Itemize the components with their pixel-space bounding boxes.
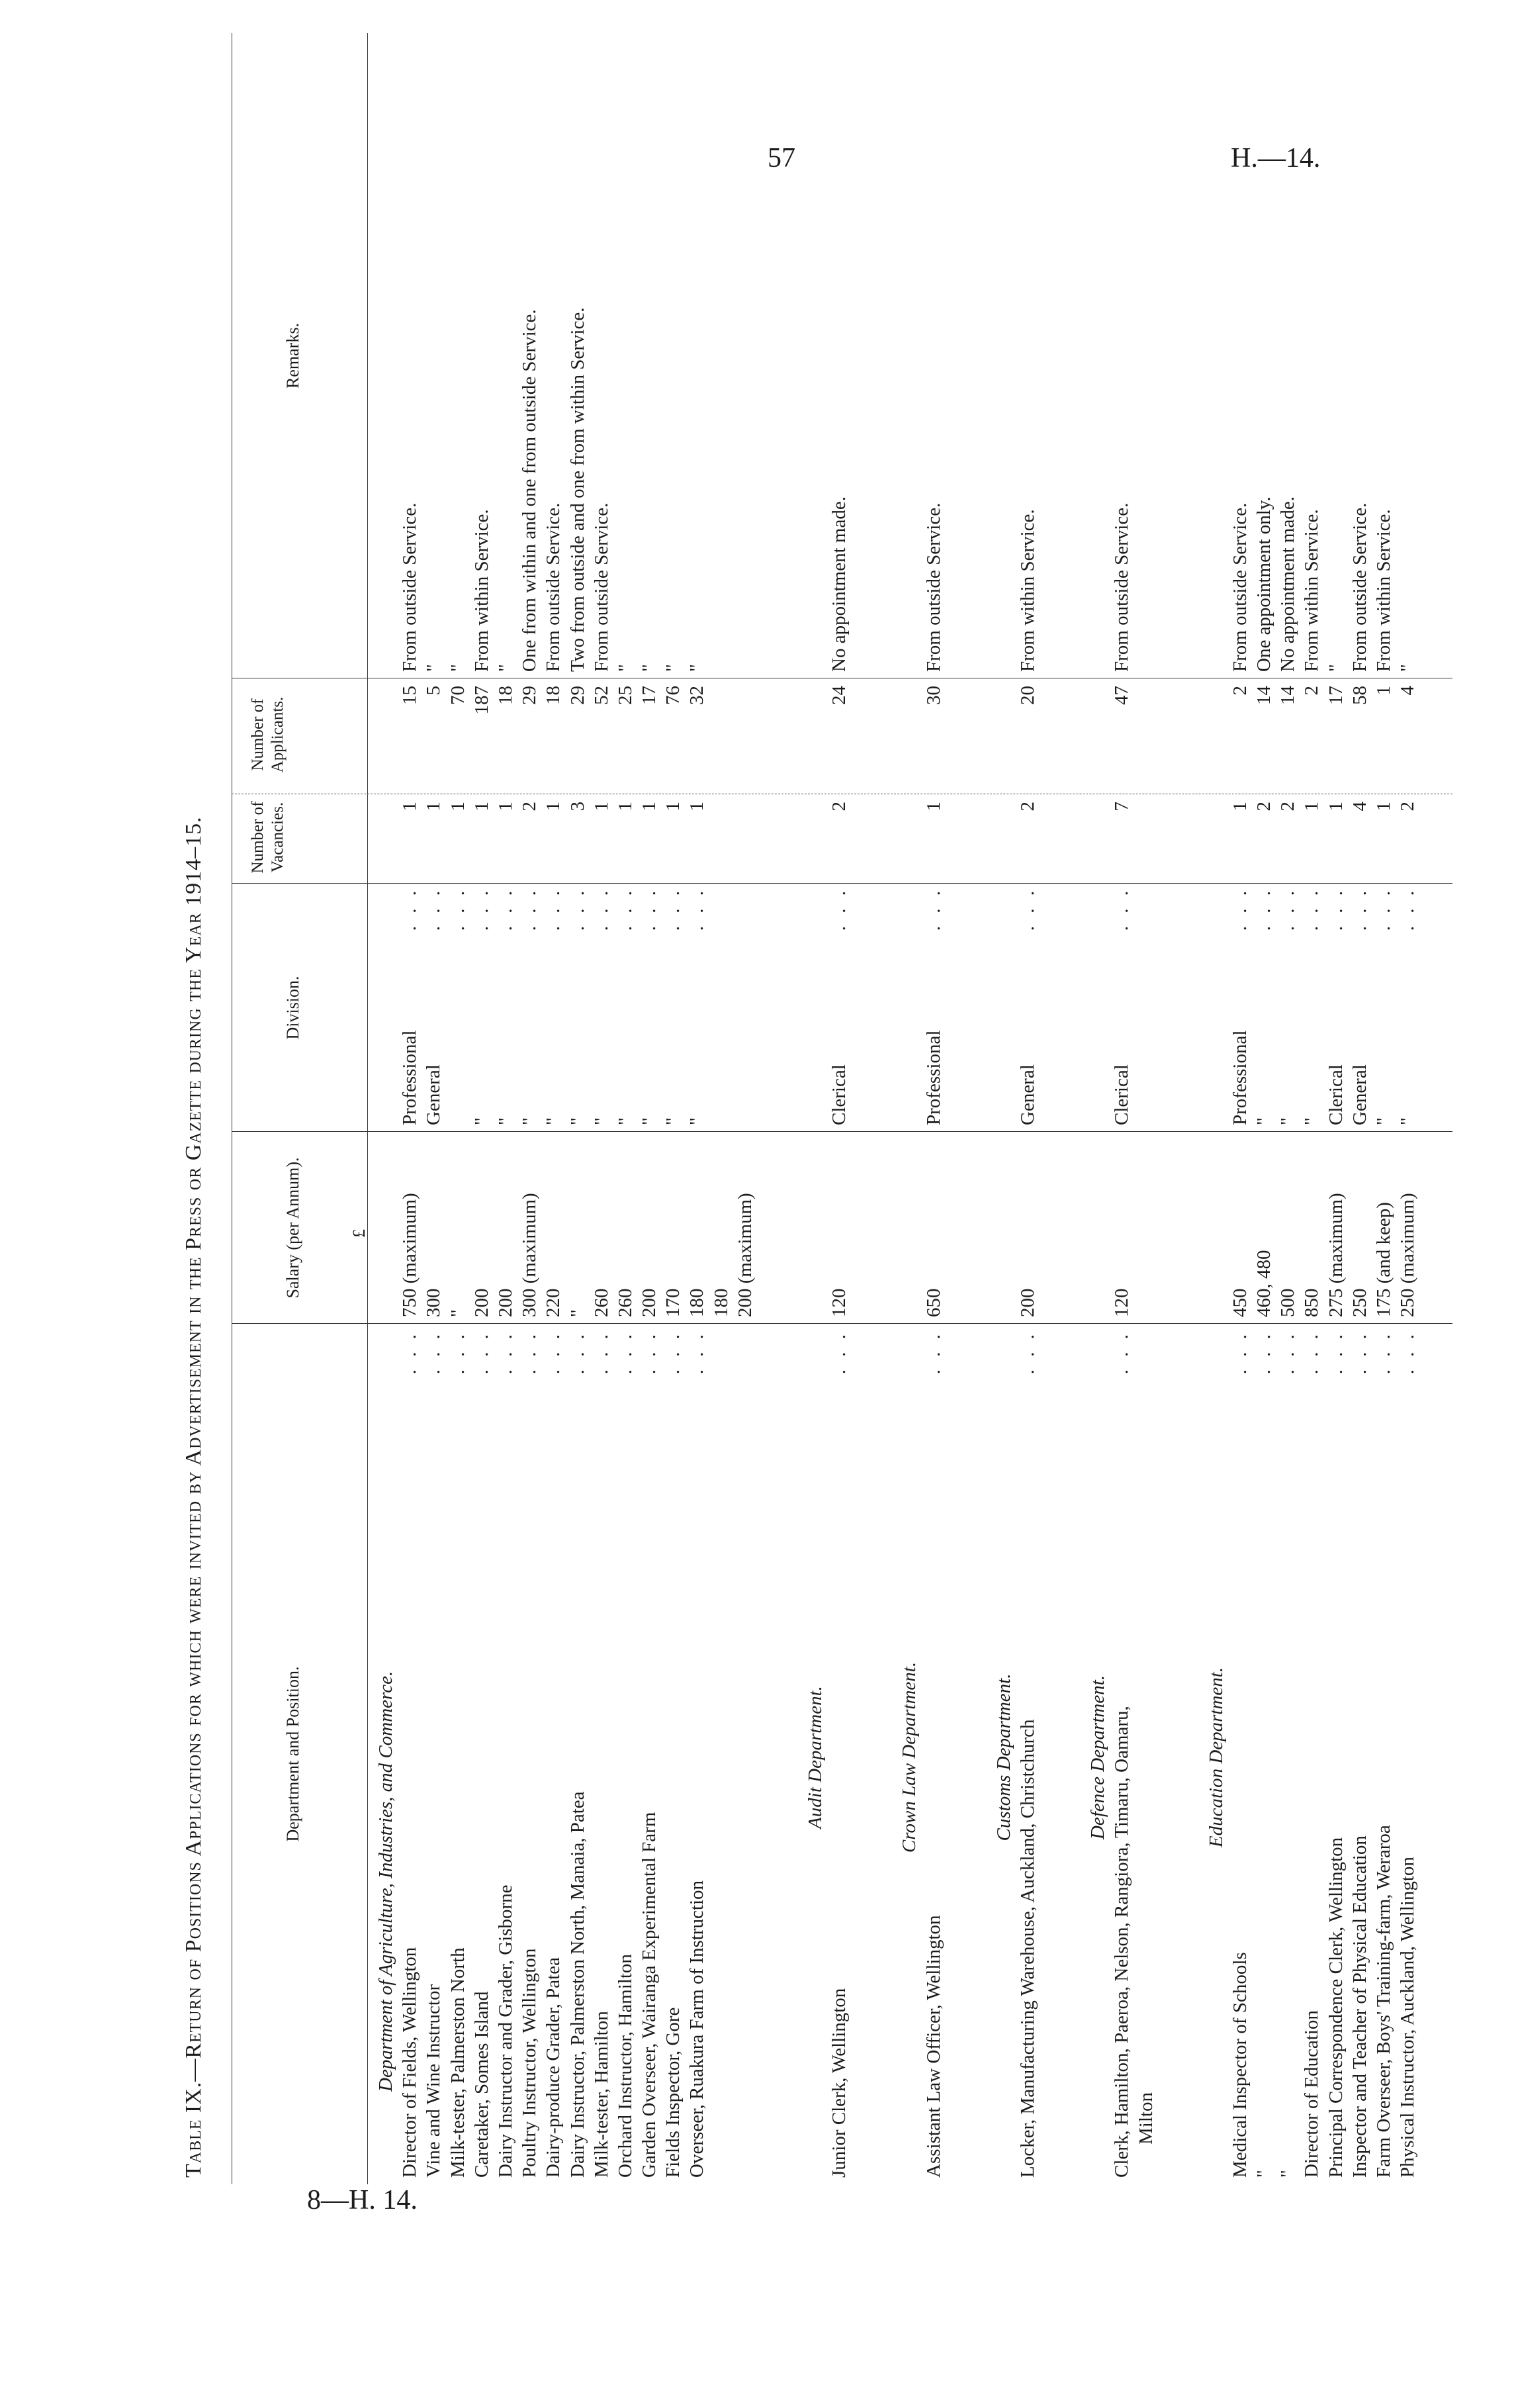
applicants-cell: 18 bbox=[494, 686, 516, 705]
row-spacer bbox=[851, 46, 897, 2191]
table-row bbox=[541, 46, 565, 2191]
leader-dots: . . . bbox=[1111, 1330, 1133, 1375]
salary-cell: 170 bbox=[662, 1288, 684, 1317]
leader-dots: . . . bbox=[494, 887, 516, 931]
salary-cell: 300 (maximum) bbox=[519, 1193, 541, 1317]
position-cell: Poultry Instructor, Wellington bbox=[519, 1948, 541, 2178]
leader-dots: . . . bbox=[1397, 887, 1419, 931]
table-row bbox=[922, 46, 946, 2191]
remarks-cell: No appointment made. bbox=[828, 496, 850, 672]
leader-dots: . . . bbox=[828, 887, 850, 931]
vacancies-cell: 1 bbox=[922, 802, 944, 811]
salary-cell: 250 (maximum) bbox=[1397, 1193, 1419, 1317]
salary-cell: 300 bbox=[423, 1288, 445, 1317]
salary-cell: 120 bbox=[1111, 1288, 1133, 1317]
salary-cell: 500 bbox=[1277, 1288, 1299, 1317]
leader-dots: . . . bbox=[1373, 1330, 1394, 1375]
leader-dots: . . . bbox=[639, 887, 660, 931]
leader-dots: . . . bbox=[399, 1330, 421, 1375]
table-row bbox=[661, 46, 685, 2191]
division-cell: Professional bbox=[922, 1030, 944, 1125]
department-name: Department of Agriculture, Industries, and Commerce. bbox=[375, 1671, 396, 2092]
col-head-division: Division. bbox=[283, 976, 302, 1040]
table-row bbox=[733, 46, 757, 2191]
position-continuation: Milton bbox=[1135, 2092, 1157, 2145]
table-row bbox=[494, 46, 517, 2191]
salary-cell: 180 bbox=[710, 1288, 732, 1317]
salary-cell: 450 bbox=[1229, 1288, 1251, 1317]
vacancies-cell: 2 bbox=[1397, 802, 1419, 811]
division-cell: " bbox=[470, 1117, 492, 1125]
department-heading bbox=[992, 46, 1016, 2191]
vacancies-cell: 1 bbox=[662, 802, 684, 811]
table-row bbox=[1276, 46, 1300, 2191]
vacancies-cell: 1 bbox=[686, 802, 708, 811]
remarks-cell: From within Service. bbox=[1373, 509, 1394, 672]
salary-cell: 200 bbox=[470, 1288, 492, 1317]
department-name: Education Department. bbox=[1205, 1667, 1227, 1848]
remarks-cell: Two from outside and one from within Service. bbox=[566, 307, 588, 672]
remarks-cell: " bbox=[639, 664, 660, 672]
table-row bbox=[1300, 46, 1323, 2191]
division-cell: General bbox=[423, 1064, 445, 1125]
col-head-salary: Salary (per Annum). bbox=[283, 1157, 302, 1299]
position-cell: Overseer, Ruakura Farm of Instruction bbox=[686, 1880, 708, 2178]
remarks-cell: From outside Service. bbox=[543, 502, 564, 672]
vacancies-cell: 2 bbox=[1277, 802, 1299, 811]
position-cell: Milk-tester, Hamilton bbox=[590, 2011, 612, 2178]
vacancies-cell: 1 bbox=[543, 802, 564, 811]
remarks-cell: From outside Service. bbox=[1349, 502, 1370, 672]
position-cell: Dairy-produce Grader, Patea bbox=[543, 1957, 564, 2178]
vacancies-cell: 1 bbox=[614, 802, 636, 811]
leader-dots: . . . bbox=[1301, 887, 1323, 931]
leader-dots: . . . bbox=[543, 887, 564, 931]
salary-unit: £ bbox=[349, 1229, 369, 1238]
applicants-cell: 76 bbox=[662, 686, 684, 705]
position-cell: Inspector and Teacher of Physical Education bbox=[1349, 1835, 1370, 2178]
remarks-cell: " bbox=[1325, 664, 1347, 672]
leader-dots: . . . bbox=[1229, 887, 1251, 931]
table-row-continuation bbox=[1134, 46, 1158, 2191]
applicants-cell: 52 bbox=[590, 686, 612, 705]
remarks-cell: One from within and one from outside Service. bbox=[519, 309, 541, 672]
position-cell: Garden Overseer, Wairanga Experimental Farm bbox=[639, 1812, 660, 2178]
leader-dots: . . . bbox=[566, 887, 588, 931]
leader-dots: . . . bbox=[614, 1330, 636, 1375]
applicants-cell: 32 bbox=[686, 686, 708, 705]
page-number: 57 bbox=[768, 143, 795, 173]
remarks-cell: One appointment only. bbox=[1253, 496, 1275, 672]
vacancies-cell: 1 bbox=[1301, 802, 1323, 811]
applicants-cell: 29 bbox=[519, 686, 541, 705]
applicants-cell: 15 bbox=[399, 686, 421, 705]
header-bottom-rule bbox=[367, 33, 368, 2184]
remarks-cell: " bbox=[662, 664, 684, 672]
leader-dots: . . . bbox=[1301, 1330, 1323, 1375]
department-heading bbox=[803, 46, 827, 2191]
leader-dots: . . . bbox=[828, 1330, 850, 1375]
leader-dots: . . . bbox=[447, 1330, 468, 1375]
leader-dots: . . . bbox=[470, 887, 492, 931]
position-cell: Junior Clerk, Wellington bbox=[828, 1988, 850, 2178]
applicants-cell: 14 bbox=[1253, 686, 1275, 705]
leader-dots: . . . bbox=[1397, 1330, 1419, 1375]
position-cell: Locker, Manufacturing Warehouse, Auckland, Christchurch bbox=[1016, 1719, 1038, 2178]
position-cell: Medical Inspector of Schools bbox=[1229, 1952, 1251, 2178]
remarks-cell: From within Service. bbox=[470, 509, 492, 672]
salary-cell: 260 bbox=[590, 1288, 612, 1317]
salary-cell: 175 (and keep) bbox=[1373, 1202, 1394, 1317]
position-cell: Dairy Instructor, Palmerston North, Manaia, Patea bbox=[566, 1791, 588, 2178]
remarks-cell: " bbox=[447, 664, 468, 672]
leader-dots: . . . bbox=[662, 1330, 684, 1375]
remarks-cell: From outside Service. bbox=[922, 502, 944, 672]
leader-dots: . . . bbox=[686, 887, 708, 931]
applications-table bbox=[182, 26, 1439, 2191]
table-row bbox=[1372, 46, 1396, 2191]
vacancies-cell: 1 bbox=[1373, 802, 1394, 811]
salary-cell: 200 bbox=[494, 1288, 516, 1317]
leader-dots: . . . bbox=[1111, 887, 1133, 931]
table-row bbox=[517, 46, 541, 2191]
position-cell: Dairy Instructor and Grader, Gisborne bbox=[494, 1884, 516, 2178]
leader-dots: . . . bbox=[1373, 887, 1394, 931]
applicants-cell: 2 bbox=[1229, 686, 1251, 696]
applicants-cell: 18 bbox=[543, 686, 564, 705]
division-cell: Professional bbox=[1229, 1030, 1251, 1125]
row-spacer bbox=[1158, 46, 1204, 2191]
applicants-cell: 4 bbox=[1397, 686, 1419, 696]
leader-dots: . . . bbox=[1349, 1330, 1370, 1375]
applicants-cell: 30 bbox=[922, 686, 944, 705]
division-cell: " bbox=[543, 1117, 564, 1125]
division-cell: Clerical bbox=[1111, 1064, 1133, 1125]
remarks-cell: From outside Service. bbox=[590, 502, 612, 672]
page-code: H.—14. bbox=[1231, 143, 1321, 173]
salary-cell: 220 bbox=[543, 1288, 564, 1317]
position-cell: Principal Correspondence Clerk, Wellington bbox=[1325, 1837, 1347, 2178]
row-spacer bbox=[757, 46, 803, 2191]
applicants-cell: 25 bbox=[614, 686, 636, 705]
vacancies-cell: 1 bbox=[639, 802, 660, 811]
division-cell: " bbox=[1373, 1117, 1394, 1125]
salary-cell: 250 bbox=[1349, 1288, 1370, 1317]
leader-dots: . . . bbox=[423, 1330, 445, 1375]
remarks-cell: From outside Service. bbox=[1229, 502, 1251, 672]
division-cell: " bbox=[494, 1117, 516, 1125]
salary-cell: 460, 480 bbox=[1253, 1250, 1275, 1317]
vacancies-cell: 1 bbox=[399, 802, 421, 811]
table-row bbox=[709, 46, 733, 2191]
position-cell: Caretaker, Somes Island bbox=[470, 1991, 492, 2178]
table-title: Table IX.—Return of Positions Applications for which were invited by Advertisement in the Press or Gazette during the Year 1914–15. bbox=[181, 816, 206, 2178]
salary-cell: " bbox=[447, 1309, 468, 1317]
table-row bbox=[1324, 46, 1348, 2191]
division-cell: " bbox=[1277, 1117, 1299, 1125]
leader-dots: . . . bbox=[519, 887, 541, 931]
salary-cell: 200 bbox=[639, 1288, 660, 1317]
leader-dots: . . . bbox=[447, 887, 468, 931]
applicants-cell: 58 bbox=[1349, 686, 1370, 705]
row-spacer bbox=[946, 46, 992, 2191]
remarks-cell: " bbox=[423, 664, 445, 672]
vacancies-cell: 1 bbox=[1325, 802, 1347, 811]
leader-dots: . . . bbox=[1277, 1330, 1299, 1375]
salary-cell: 850 bbox=[1301, 1288, 1323, 1317]
remarks-cell: " bbox=[494, 664, 516, 672]
vacancies-cell: 7 bbox=[1111, 802, 1133, 811]
salary-cell: " bbox=[566, 1309, 588, 1317]
salary-cell: 260 bbox=[614, 1288, 636, 1317]
leader-dots: . . . bbox=[470, 1330, 492, 1375]
applicants-cell: 17 bbox=[639, 686, 660, 705]
applicants-cell: 29 bbox=[566, 686, 588, 705]
salary-cell: 275 (maximum) bbox=[1325, 1193, 1347, 1317]
division-cell: " bbox=[566, 1117, 588, 1125]
division-cell: " bbox=[1301, 1117, 1323, 1125]
leader-dots: . . . bbox=[614, 887, 636, 931]
salary-cell: 120 bbox=[828, 1288, 850, 1317]
leader-dots: . . . bbox=[922, 1330, 944, 1375]
leader-dots: . . . bbox=[543, 1330, 564, 1375]
leader-dots: . . . bbox=[922, 887, 944, 931]
salary-cell: 650 bbox=[922, 1288, 944, 1317]
applicants-cell: 1 bbox=[1373, 686, 1394, 696]
table-row bbox=[1348, 46, 1372, 2191]
division-cell: " bbox=[662, 1117, 684, 1125]
leader-dots: . . . bbox=[1325, 887, 1347, 931]
table-row bbox=[685, 46, 709, 2191]
leader-dots: . . . bbox=[1325, 1330, 1347, 1375]
salary-cell: 200 bbox=[1016, 1288, 1038, 1317]
leader-dots: . . . bbox=[686, 1330, 708, 1375]
vacancies-cell: 2 bbox=[519, 802, 541, 811]
leader-dots: . . . bbox=[494, 1330, 516, 1375]
table-row bbox=[566, 46, 590, 2191]
leader-dots: . . . bbox=[566, 1330, 588, 1375]
table-row bbox=[1110, 46, 1134, 2191]
position-cell: Director of Education bbox=[1301, 2010, 1323, 2178]
table-row bbox=[470, 46, 494, 2191]
position-cell: Orchard Instructor, Hamilton bbox=[614, 1954, 636, 2178]
footer-code: 8—H. 14. bbox=[307, 2185, 418, 2215]
table-row bbox=[827, 46, 851, 2191]
department-name: Crown Law Department. bbox=[899, 1661, 920, 1853]
leader-dots: . . . bbox=[1016, 887, 1038, 931]
table-row bbox=[422, 46, 445, 2191]
division-cell: Professional bbox=[399, 1030, 421, 1125]
position-cell: Fields Inspector, Gore bbox=[662, 2007, 684, 2178]
salary-cell: 200 (maximum) bbox=[734, 1193, 756, 1317]
position-cell: " bbox=[1277, 2170, 1299, 2178]
position-cell: Farm Overseer, Boys' Training-farm, Weraroa bbox=[1373, 1825, 1394, 2178]
table-row bbox=[1228, 46, 1252, 2191]
vacancies-cell: 2 bbox=[1253, 802, 1275, 811]
division-cell: " bbox=[590, 1117, 612, 1125]
vacancies-cell: 2 bbox=[828, 802, 850, 811]
salary-cell: 180 bbox=[686, 1288, 708, 1317]
department-heading bbox=[897, 46, 921, 2191]
position-cell: Milk-tester, Palmerston North bbox=[447, 1947, 468, 2178]
position-cell: Assistant Law Officer, Wellington bbox=[922, 1915, 944, 2178]
table-row bbox=[590, 46, 613, 2191]
row-spacer bbox=[1040, 46, 1086, 2191]
col-head-position: Department and Position. bbox=[283, 1666, 302, 1842]
leader-dots: . . . bbox=[423, 887, 445, 931]
division-cell: Clerical bbox=[1325, 1064, 1347, 1125]
applicants-cell: 2 bbox=[1301, 686, 1323, 696]
department-name: Customs Department. bbox=[993, 1673, 1014, 1841]
leader-dots: . . . bbox=[1253, 887, 1275, 931]
table-row bbox=[446, 46, 470, 2191]
vacancies-cell: 1 bbox=[447, 802, 468, 811]
table-row bbox=[613, 46, 637, 2191]
position-cell: Vine and Wine Instructor bbox=[423, 1984, 445, 2178]
applicants-cell: 17 bbox=[1325, 686, 1347, 705]
vacancies-cell: 3 bbox=[566, 802, 588, 811]
department-heading bbox=[374, 46, 398, 2191]
table-row bbox=[1396, 46, 1419, 2191]
position-cell: Physical Instructor, Auckland, Wellington bbox=[1397, 1857, 1419, 2178]
applicants-cell: 20 bbox=[1016, 686, 1038, 705]
division-cell: " bbox=[1397, 1117, 1419, 1125]
remarks-cell: From outside Service. bbox=[1111, 502, 1133, 672]
vacancies-cell: 1 bbox=[494, 802, 516, 811]
division-cell: " bbox=[639, 1117, 660, 1125]
leader-dots: . . . bbox=[590, 887, 612, 931]
department-heading bbox=[1086, 46, 1110, 2191]
remarks-cell: From outside Service. bbox=[399, 502, 421, 672]
leader-dots: . . . bbox=[519, 1330, 541, 1375]
division-cell: General bbox=[1349, 1064, 1370, 1125]
division-cell: Clerical bbox=[828, 1064, 850, 1125]
division-cell: " bbox=[614, 1117, 636, 1125]
department-name: Defence Department. bbox=[1087, 1675, 1109, 1840]
table-row bbox=[637, 46, 661, 2191]
remarks-cell: From within Service. bbox=[1301, 509, 1323, 672]
vacancies-cell: 1 bbox=[590, 802, 612, 811]
table-row bbox=[398, 46, 422, 2191]
applicants-cell: 24 bbox=[828, 686, 850, 705]
table-row bbox=[1252, 46, 1276, 2191]
position-cell: Director of Fields, Wellington bbox=[399, 1947, 421, 2178]
remarks-cell: " bbox=[686, 664, 708, 672]
table-body bbox=[374, 46, 1419, 2191]
table-row bbox=[1016, 46, 1040, 2191]
col-head-applicants: Number of Applicants. bbox=[249, 696, 287, 773]
vacancies-cell: 1 bbox=[1229, 802, 1251, 811]
leader-dots: . . . bbox=[1277, 887, 1299, 931]
position-cell: Clerk, Hamilton, Paeroa, Nelson, Rangiora, Timaru, Oamaru, bbox=[1111, 1706, 1133, 2178]
remarks-cell: " bbox=[614, 664, 636, 672]
vacancies-cell: 1 bbox=[470, 802, 492, 811]
division-cell: " bbox=[1253, 1117, 1275, 1125]
applicants-cell: 5 bbox=[423, 686, 445, 696]
leader-dots: . . . bbox=[1229, 1330, 1251, 1375]
vacancies-cell: 1 bbox=[423, 802, 445, 811]
leader-dots: . . . bbox=[639, 1330, 660, 1375]
leader-dots: . . . bbox=[1253, 1330, 1275, 1375]
department-name: Audit Department. bbox=[805, 1686, 826, 1829]
leader-dots: . . . bbox=[662, 887, 684, 931]
division-cell: General bbox=[1016, 1064, 1038, 1125]
leader-dots: . . . bbox=[1016, 1330, 1038, 1375]
vacancies-cell: 4 bbox=[1349, 802, 1370, 811]
remarks-cell: " bbox=[1397, 664, 1419, 672]
salary-cell: 750 (maximum) bbox=[399, 1193, 421, 1317]
applicants-cell: 70 bbox=[447, 686, 468, 705]
applicants-cell: 187 bbox=[470, 686, 492, 715]
remarks-cell: From within Service. bbox=[1016, 509, 1038, 672]
remarks-cell: No appointment made. bbox=[1277, 496, 1299, 672]
leader-dots: . . . bbox=[590, 1330, 612, 1375]
leader-dots: . . . bbox=[1349, 887, 1370, 931]
col-head-remarks: Remarks. bbox=[283, 323, 302, 389]
vacancies-cell: 2 bbox=[1016, 802, 1038, 811]
division-cell: " bbox=[686, 1117, 708, 1125]
applicants-cell: 47 bbox=[1111, 686, 1133, 705]
division-cell: " bbox=[519, 1117, 541, 1125]
leader-dots: . . . bbox=[399, 887, 421, 931]
position-cell: " bbox=[1253, 2170, 1275, 2178]
applicants-cell: 14 bbox=[1277, 686, 1299, 705]
department-heading bbox=[1204, 46, 1228, 2191]
col-head-vacancies: Number of Vacancies. bbox=[249, 801, 287, 874]
